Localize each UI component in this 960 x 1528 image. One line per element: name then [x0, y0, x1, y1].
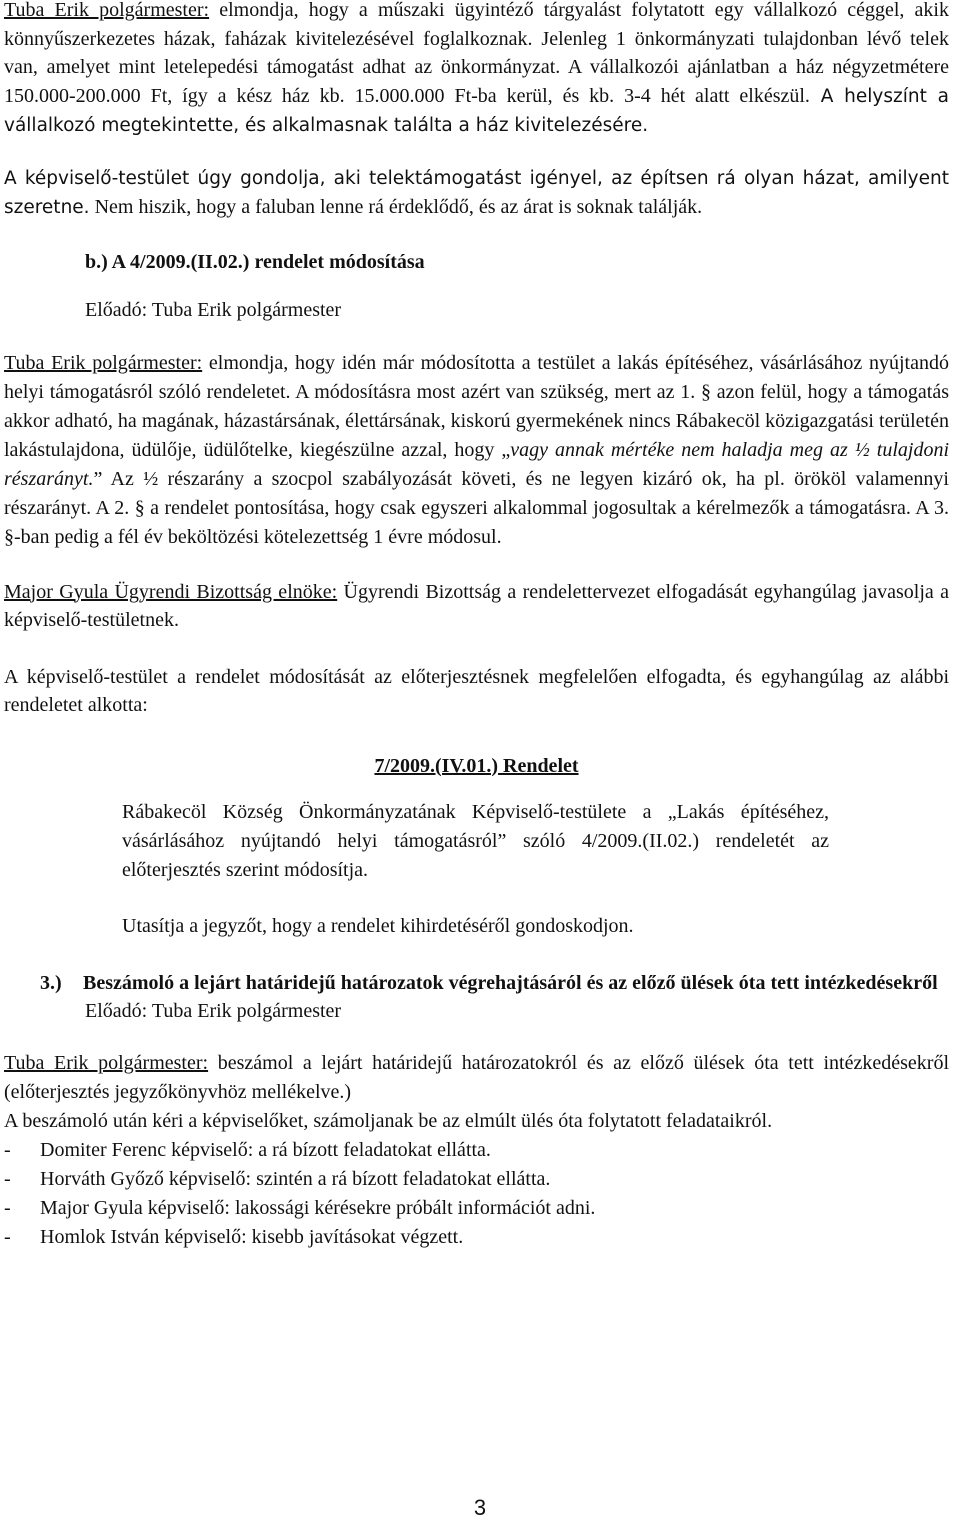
section-presenter: Előadó: Tuba Erik polgármester	[85, 298, 342, 321]
decree-title: 7/2009.(IV.01.) Rendelet	[374, 754, 579, 777]
speaker-label: Tuba Erik polgármester:	[4, 0, 210, 21]
paragraph-text: Ügyrendi Bizottság a rendelettervezet elfogadását egyhangúlag javasolja a képviselő-testületnek.	[4, 580, 949, 631]
section-b-heading	[4, 248, 949, 324]
paragraph-report	[4, 1049, 949, 1107]
paragraph-text: ” Az ½ részarány a szocpol szabályozását követi, és ne legyen kizáró ok, ha pl. örököl valamennyi részarányt. A 2. § a rendelet pontosítása, hogy csak egyszeri alkalommal jogosultak a kérelmezők a támogatásra. A 3. §-ban pedig a fél év beköltözési kötelezettség 1 évre módosul.	[4, 467, 949, 548]
section-presenter: Előadó: Tuba Erik polgármester	[85, 999, 342, 1022]
paragraph-text: Nem hiszik, hogy a faluban lenne rá érdeklődő, és az árat is soknak találják.	[89, 195, 703, 218]
paragraph-adoption: A képviselő-testület a rendelet módosítását az előterjesztésnek megfelelően elfogadta, és egyhangúlag az alábbi rendeletet alkotta:	[4, 665, 949, 716]
section-3-heading	[40, 969, 949, 997]
paragraph-vendor-offer	[4, 0, 949, 141]
paragraph-amendment	[4, 349, 949, 552]
speaker-label: Tuba Erik polgármester:	[4, 351, 203, 374]
paragraph-text: A képviselő-testület úgy gondolja, aki telektámogatást igényel, az építsen rá olyan házat, amilyent szeretne.	[4, 167, 949, 218]
section-title: Beszámoló a lejárt határidejű határozatok végrehajtásáról és az előző ülések óta tett intézkedésekről	[83, 971, 938, 994]
document-page	[4, 0, 949, 1252]
list-item: - Horváth Győző képviselő: szintén a rá bízott feladatokat ellátta.	[4, 1165, 949, 1194]
speaker-label: Major Gyula Ügyrendi Bizottság elnöke:	[4, 580, 338, 603]
list-item: - Domiter Ferenc képviselő: a rá bízott feladatokat ellátta.	[4, 1136, 949, 1165]
representative-list	[4, 1136, 949, 1252]
paragraph-text: A helyszínt a vállalkozó megtekintette, és alkalmasnak találta a ház kivitelezésére.	[4, 85, 949, 136]
page-number: 3	[473, 1495, 487, 1520]
speaker-label: Tuba Erik polgármester:	[4, 1051, 209, 1074]
paragraph-request: A beszámoló után kéri a képviselőket, számoljanak be az elmúlt ülés óta folytatott feladataikról.	[4, 1109, 773, 1132]
paragraph-text: elmondja, hogy idén már módosította a testület a lakás építéséhez, vásárlásához nyújtandó helyi támogatásról szóló rendeletet. A módosításra most azért van szükség, mert az 1. § azon felül, hogy a támogatás akkor adható, ha magának, házastársának, élettársának, kiskorú gyermekének nincs Rábakecöl közigazgatási területén lakástulajdona, üdülője, üdülőtelke, kiegészülne azzal, hogy „	[4, 351, 949, 461]
paragraph-committee	[4, 578, 949, 634]
paragraph-text: elmondja, hogy a műszaki ügyintéző tárgyalást folytatott egy vállalkozó céggel, akik könnyűszerkezetes házak, faházak kivitelezésével foglalkoznak. Jelenleg 1 önkormányzati tulajdonban lévő telek van, amelyet mint letelepedési támogatást adhat az önkormányzat. A vállalkozói ajánlatban a ház négyzetmétere 150.000-200.000 Ft, így a kész ház kb. 15.000.000 Ft-ba kerül, és kb. 3-4 hét alatt elkészül.	[4, 0, 949, 107]
paragraph-council-opinion	[4, 164, 949, 222]
section-title: b.) A 4/2009.(II.02.) rendelet módosítása	[85, 250, 425, 273]
decree-instruction: Utasítja a jegyzőt, hogy a rendelet kihirdetéséről gondoskodjon.	[122, 914, 634, 937]
section-number: 3.)	[40, 971, 62, 994]
paragraph-text: beszámol a lejárt határidejű határozatokról és az előző ülések óta tett intézkedésekről (előterjesztés jegyzőkönyvhöz mellékelve.)	[4, 1051, 949, 1103]
quoted-text: vagy annak mértéke nem haladja meg az ½ tulajdoni részarányt.	[4, 438, 950, 490]
decree-body: Rábakecöl Község Önkormányzatának Képviselő-testülete a „Lakás építéséhez, vásárlásához nyújtandó helyi támogatásról” szóló 4/2009.(II.02.) rendeletét az előterjesztés szerint módosítja.	[122, 800, 829, 881]
list-item: - Major Gyula képviselő: lakossági kérésekre próbált információt adni.	[4, 1194, 949, 1223]
list-item: - Homlok István képviselő: kisebb javításokat végzett.	[4, 1223, 949, 1252]
